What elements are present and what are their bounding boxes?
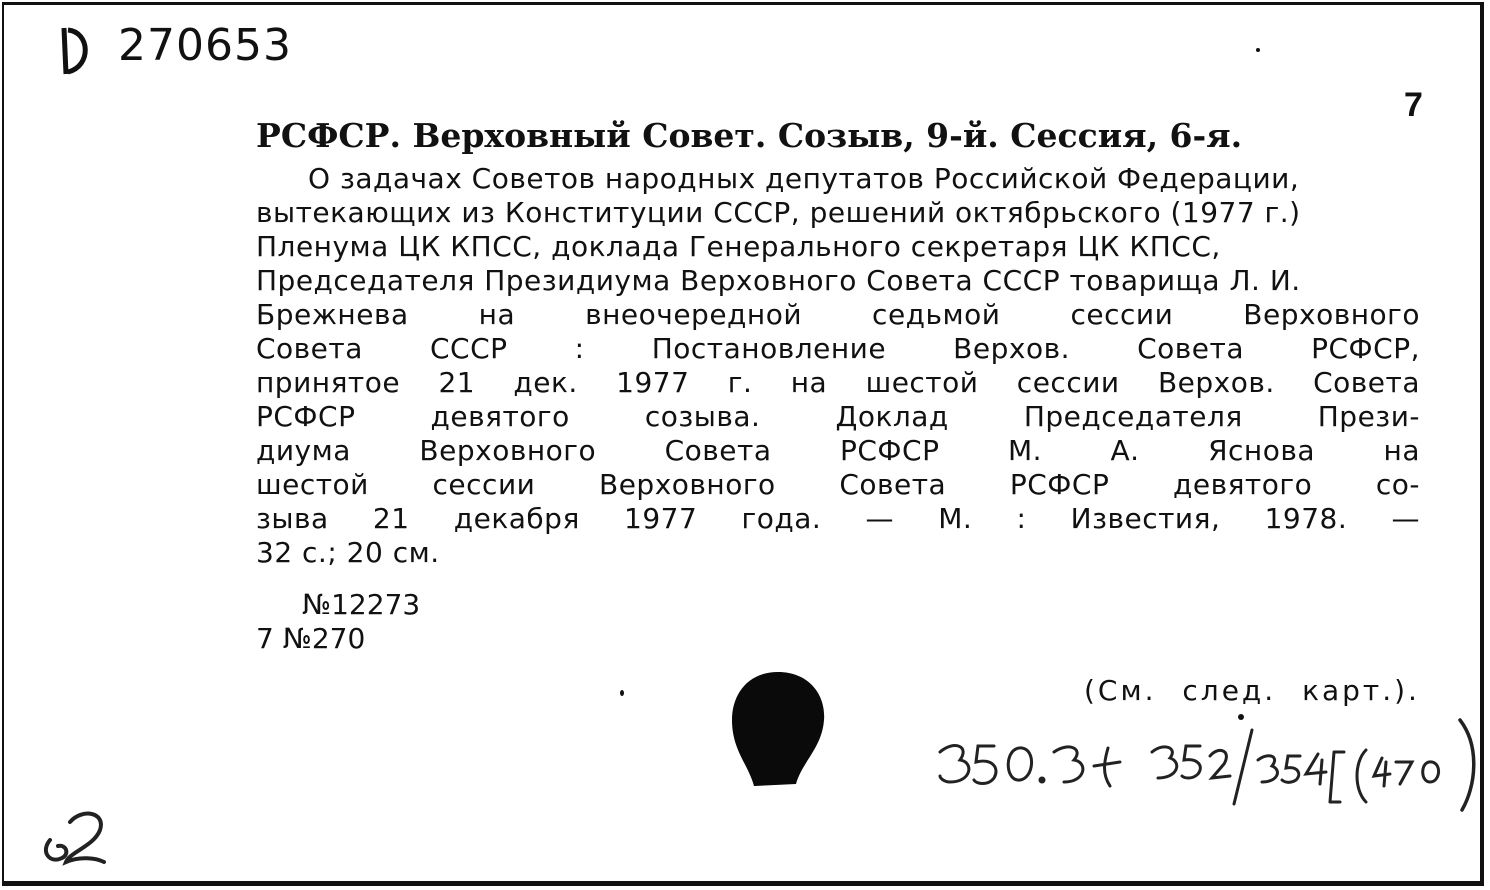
description-line: зыва 21 декабря 1977 года. — М. : Известия, 1978. — xyxy=(256,502,1420,535)
handwritten-prefix-mark xyxy=(56,22,96,82)
description-line: О задачах Советов народных депутатов Российской Федерации, xyxy=(308,162,1300,195)
call-number: 270653 xyxy=(118,20,292,71)
description-line: Совета СССР : Постановление Верхов. Совета РСФСР, xyxy=(256,332,1420,365)
card-number: 7 xyxy=(1404,86,1423,124)
description-line: вытекающих из Конституции СССР, решений октябрьского (1977 г.) xyxy=(256,196,1301,229)
description-line: диума Верховного Совета РСФСР М. А. Яснова на xyxy=(256,434,1420,467)
description-line: Брежнева на внеочередной седьмой сессии Верховного xyxy=(256,298,1420,331)
description-line: принятое 21 дек. 1977 г. на шестой сессии Верхов. Совета xyxy=(256,366,1420,399)
description-line: 32 с.; 20 см. xyxy=(256,536,440,569)
speck xyxy=(1256,48,1260,52)
description-line: Пленума ЦК КПСС, доклада Генерального секретаря ЦК КПСС, xyxy=(256,230,1221,263)
bibliographic-description xyxy=(256,162,1420,570)
continuation-note: (См. след. карт.). xyxy=(1084,674,1420,707)
handwritten-mark xyxy=(30,800,120,880)
punch-hole xyxy=(730,666,826,790)
description-line: шестой сессии Верховного Совета РСФСР девятого со- xyxy=(256,468,1420,501)
handwritten-classification xyxy=(934,716,1480,812)
speck xyxy=(620,690,624,696)
inventory-number: №12273 xyxy=(302,588,421,621)
description-line: Председателя Президиума Верховного Совета СССР товарища Л. И. xyxy=(256,264,1301,297)
description-line: РСФСР девятого созыва. Доклад Председателя Прези- xyxy=(256,400,1420,433)
inventory-number-secondary: 7 №270 xyxy=(256,622,366,655)
catalog-heading: РСФСР. Верховный Совет. Созыв, 9-й. Сессия, 6-я. xyxy=(256,116,1243,155)
